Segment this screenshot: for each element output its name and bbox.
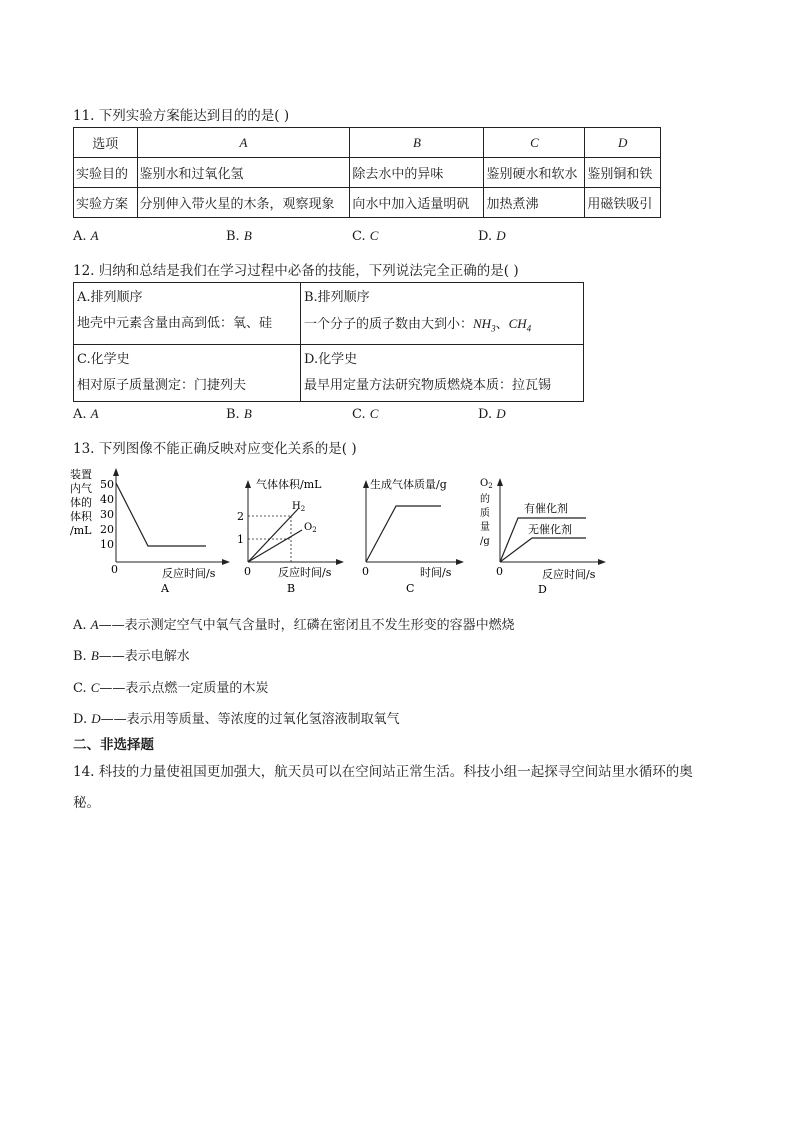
option-value: C xyxy=(90,680,100,695)
option-label: B. xyxy=(226,407,244,422)
cell-body: 最早用定量方法研究物质燃烧本质：拉瓦锡 xyxy=(304,377,552,393)
graph-a-xlabel: 反应时间/s xyxy=(162,567,216,580)
graph-a-y-arrow xyxy=(113,468,119,476)
graph-d-ylabel-line: 的 xyxy=(480,494,490,505)
graph-a-ylabel-line: 装置 xyxy=(70,468,92,481)
graph-d-label-no-catalyst: 无催化剂 xyxy=(528,523,572,536)
q13-option-c[interactable] xyxy=(73,677,268,696)
table-cell: 用磁铁吸引 xyxy=(585,188,661,218)
option-value: D xyxy=(496,228,506,243)
table-row xyxy=(74,344,584,401)
table-cell: 鉴别水和过氧化氢 xyxy=(137,158,350,188)
q12-stem: 12. 归纳和总结是我们在学习过程中必备的技能，下列说法完全正确的是( ) xyxy=(73,263,519,279)
graph-a-x-arrow xyxy=(222,559,230,565)
graph-a-ytick: 30 xyxy=(100,508,114,521)
option-label: C. xyxy=(352,229,370,244)
option-label: C. xyxy=(73,681,91,696)
q11-option-b[interactable] xyxy=(226,228,252,244)
option-value: C xyxy=(369,228,379,243)
graph-b-ytick: 1 xyxy=(237,533,244,546)
graph-a-ylabel-line: 内气 xyxy=(70,482,92,495)
graph-b xyxy=(236,476,346,598)
graph-b-caption: B xyxy=(287,582,296,595)
table-cell xyxy=(301,283,584,345)
q11-table xyxy=(73,127,661,218)
table-cell: 实验目的 xyxy=(74,158,138,188)
table-cell: 鉴别铜和铁 xyxy=(585,158,661,188)
table-row xyxy=(74,128,661,158)
table-cell: C xyxy=(484,128,585,158)
cell-title: A.排列顺序 xyxy=(77,290,143,305)
graph-b-xlabel: 反应时间/s xyxy=(278,566,332,579)
formula-ch4: CH xyxy=(508,316,527,331)
table-cell xyxy=(74,344,301,401)
option-label: C. xyxy=(352,407,370,422)
table-cell xyxy=(74,283,301,345)
q13-stem: 13. 下列图像不能正确反映对应变化关系的是( ) xyxy=(73,441,357,457)
q12-option-d[interactable] xyxy=(478,406,506,422)
q11-option-d[interactable] xyxy=(478,228,506,244)
option-label: B. xyxy=(226,229,244,244)
graph-d-y-arrow xyxy=(497,478,503,486)
graph-d-ylabel-line: /g xyxy=(480,536,490,547)
table-row xyxy=(74,283,584,345)
graph-a-ylabel-line: 体的 xyxy=(70,496,92,509)
graph-d xyxy=(476,472,610,598)
cell-body: 地壳中元素含量由高到低：氧、硅 xyxy=(77,316,273,331)
graph-b-line-o2 xyxy=(248,530,302,562)
formula-subscript: 3 xyxy=(491,323,496,334)
q12-option-b[interactable] xyxy=(226,406,252,422)
table-cell: 选项 xyxy=(74,128,138,158)
graph-a-ylabel-line: 体积 xyxy=(70,510,92,523)
option-label: D. xyxy=(478,407,497,422)
table-cell: D xyxy=(585,128,661,158)
graph-c-line xyxy=(366,506,441,562)
option-text: ——表示测定空气中氧气含量时，红磷在密闭且不发生形变的容器中燃烧 xyxy=(98,618,515,633)
graph-c-x-arrow xyxy=(456,559,464,565)
graph-b-label-o2: $O_2$ xyxy=(304,522,317,534)
graph-b-line-h2 xyxy=(248,509,298,562)
q14-line2: 秘。 xyxy=(73,795,100,811)
graph-a-ytick: 10 xyxy=(100,538,114,551)
graph-c-y-arrow xyxy=(363,480,369,488)
option-value: A xyxy=(90,406,99,421)
q12-option-a[interactable] xyxy=(73,406,99,422)
table-row xyxy=(74,158,661,188)
graph-d-caption: D xyxy=(538,583,547,596)
table-cell: A xyxy=(137,128,350,158)
q12-option-c[interactable] xyxy=(352,406,378,422)
q13-option-d[interactable] xyxy=(73,708,400,727)
separator: 、 xyxy=(495,317,509,332)
option-text: ——表示电解水 xyxy=(98,649,190,664)
graph-d-ylabel-line: 质 xyxy=(480,508,490,519)
graph-a-ytick: 40 xyxy=(100,493,114,506)
graph-d-origin: 0 xyxy=(496,565,503,578)
graph-d-xlabel: 反应时间/s xyxy=(542,568,596,581)
graph-d-ylabel-line: 量 xyxy=(480,522,490,533)
option-label: A. xyxy=(73,229,91,244)
graph-d-ylabel-top: $O_2$ xyxy=(480,478,493,490)
table-cell: 向水中加入适量明矾 xyxy=(350,188,484,218)
option-label: B. xyxy=(73,649,91,664)
cell-body: 相对原子质量测定：门捷列夫 xyxy=(77,377,247,393)
cell-body-text: 一个分子的质子数由大到小： xyxy=(304,317,474,332)
graph-c-origin: 0 xyxy=(362,565,369,578)
cell-title: C.化学史 xyxy=(77,351,130,367)
graph-a-line xyxy=(116,483,206,546)
table-cell: 除去水中的异味 xyxy=(350,158,484,188)
table-cell: 实验方案 xyxy=(74,188,138,218)
graph-d-x-arrow xyxy=(598,559,606,565)
table-cell: 加热煮沸 xyxy=(484,188,585,218)
graph-b-x-arrow xyxy=(336,559,344,565)
graph-a xyxy=(66,466,236,596)
q14-line1: 14. 科技的力量使祖国更加强大，航天员可以在空间站正常生活。科技小组一起探寻空间站里水循环的奥 xyxy=(73,764,693,780)
cell-title: B.排列顺序 xyxy=(304,290,370,305)
graph-a-ytick: 50 xyxy=(100,478,114,491)
option-value: A xyxy=(90,228,99,243)
table-cell: B xyxy=(350,128,484,158)
graph-c-xlabel: 时间/s xyxy=(420,566,452,579)
option-value: B xyxy=(243,406,252,421)
table-row xyxy=(74,188,661,218)
graph-d-line-no-catalyst xyxy=(500,538,586,562)
option-value: D xyxy=(496,406,506,421)
graph-b-ylabel: 气体体积/mL xyxy=(256,478,322,491)
q13-option-b[interactable] xyxy=(73,645,190,664)
graph-a-ylabel-line: /mL xyxy=(70,524,92,537)
option-value: B xyxy=(243,228,252,243)
option-value: D xyxy=(91,711,101,726)
table-cell: 分别伸入带火星的木条，观察现象 xyxy=(137,188,350,218)
q11-stem: 11. 下列实验方案能达到目的的是( ) xyxy=(73,108,290,124)
graph-b-y-arrow xyxy=(245,480,251,488)
formula-subscript: 4 xyxy=(526,323,532,334)
option-value: B xyxy=(90,648,99,663)
table-cell: 鉴别硬水和软水 xyxy=(484,158,585,188)
q11-option-a[interactable] xyxy=(73,228,99,244)
option-value: C xyxy=(369,406,379,421)
option-text: ——表示用等质量、等浓度的过氧化氢溶液制取氧气 xyxy=(100,712,400,727)
section-heading: 二、非选择题 xyxy=(73,737,154,753)
option-text: ——表示点燃一定质量的木炭 xyxy=(99,681,269,696)
option-label: A. xyxy=(73,407,91,422)
table-cell xyxy=(301,344,584,401)
graph-a-ytick: 20 xyxy=(100,523,114,536)
option-label: D. xyxy=(73,712,92,727)
option-label: D. xyxy=(478,229,497,244)
graph-a-origin: 0 xyxy=(111,563,118,576)
cell-body xyxy=(304,311,580,342)
graph-c-ylabel: 生成气体质量/g xyxy=(370,478,447,491)
graph-b-label-h2: $H_2$ xyxy=(292,501,306,513)
graph-b-origin: 0 xyxy=(244,565,251,578)
cell-title: D.化学史 xyxy=(304,351,358,367)
q12-table xyxy=(73,282,584,402)
graph-a-caption: A xyxy=(161,582,169,595)
q11-option-c[interactable] xyxy=(352,228,378,244)
graph-c xyxy=(356,476,466,598)
graph-d-label-catalyst: 有催化剂 xyxy=(524,502,568,515)
graph-b-ytick: 2 xyxy=(237,510,244,523)
option-value: A xyxy=(90,617,99,632)
graph-c-caption: C xyxy=(406,582,415,595)
formula-nh3: NH xyxy=(473,316,492,331)
q13-option-a[interactable] xyxy=(73,614,515,633)
option-label: A. xyxy=(73,618,91,633)
